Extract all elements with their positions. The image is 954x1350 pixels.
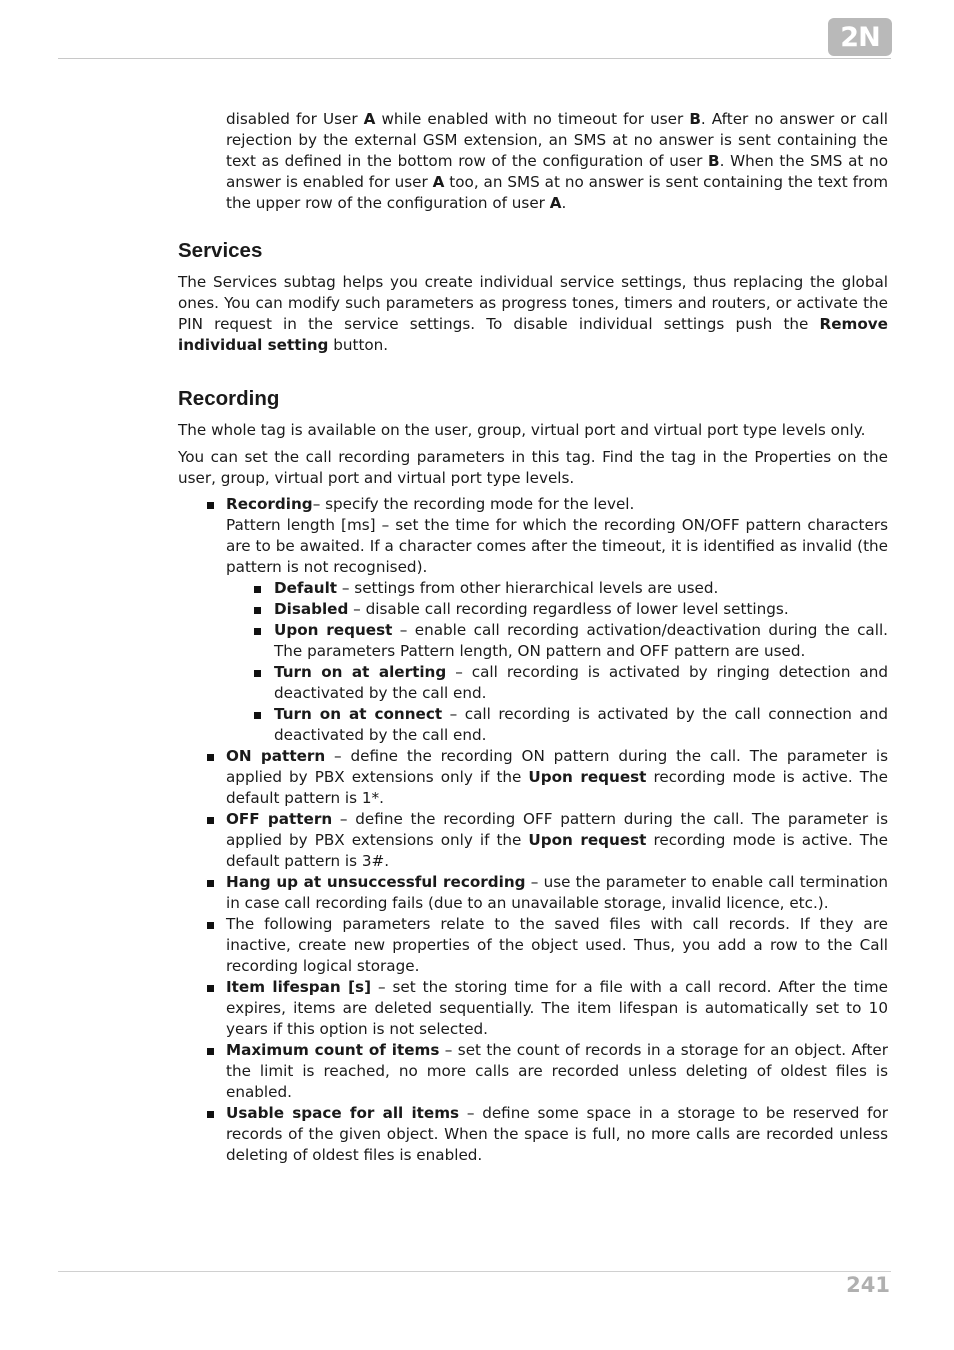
recording-list-item [178,872,888,914]
square-bullet-icon [207,502,214,509]
text-run: The Services subtag helps you create individual service settings, thus replacing the global ones. You can modify such parameters as progress tones, timers and routers, or activate the PIN request in the service settings. To disable individual settings push the [178,273,888,333]
recording-bullet-list [178,494,888,1166]
square-bullet-icon [207,1048,214,1055]
text-run: recording mode is active. The default pattern is 1*. [226,768,889,807]
text-run: . After no answer or call rejection by the external GSM extension, an SMS at no answer is sent containing the text as defined in the bottom row of the configuration of user [226,110,888,170]
list-item-text [226,872,888,914]
text-run: too, an SMS at no answer is sent containing the text from the upper row of the configuration of user [226,173,888,212]
recording-list-item [178,494,888,746]
square-bullet-icon [207,880,214,887]
list-item-text [226,977,888,1040]
section-heading-services: Services [178,239,263,262]
text-run: – define some space in a storage to be reserved for records of the given object. When the space is full, no more calls are recorded unless deleting of oldest files is enabled. [226,1104,888,1164]
list-item-text [274,620,888,662]
square-bullet-icon [207,985,214,992]
recording-mode-sublist [226,578,888,746]
bold-term: Turn on at alerting [274,663,447,681]
bold-term: A [549,194,562,212]
text-run: – define the recording ON pattern during the call. The parameter is applied by PBX extensions only if the [226,747,888,786]
bold-term: Maximum count of items [226,1041,440,1059]
square-bullet-icon [207,922,214,929]
square-bullet-icon [207,754,214,761]
bold-term: A [432,173,445,191]
text-run: – enable call recording activation/deactivation during the call. The parameters Pattern length, ON pattern and OFF pattern are used. [274,621,888,660]
page-number: 241 [846,1273,890,1297]
text-run: – set the storing time for a file with a call record. After the time expires, items are deleted sequentially. The item lifespan is automatically set to 10 years if this option is not selected. [226,978,888,1038]
recording-list-item [178,977,888,1040]
text-run: The following parameters relate to the saved files with call records. If they are inactive, create new properties of the object used. Thus, you add a row to the Call recording logical storage. [226,915,888,975]
brand-logo-text: 2N [840,21,880,53]
square-bullet-icon [207,1111,214,1118]
recording-mode-item [226,662,888,704]
recording-mode-item [226,578,888,599]
list-item-text [226,1040,888,1103]
square-bullet-icon [254,628,261,635]
square-bullet-icon [254,607,261,614]
text-run: – call recording is activated by ringing detection and deactivated by the call end. [274,663,888,702]
list-item-text [226,809,888,872]
list-item-text [274,578,888,599]
bold-term: OFF pattern [226,810,333,828]
section-heading-recording: Recording [178,387,280,410]
text-run: – call recording is activated by the call connection and deactivated by the call end. [274,705,889,744]
recording-list-item [178,1103,888,1166]
text-run: button. [328,336,389,354]
text-run: – set the count of records in a storage for an object. After the limit is reached, no more calls are recorded unless deleting of oldest files is enabled. [226,1041,888,1101]
bold-term: Default [274,579,338,597]
recording-mode-item [226,704,888,746]
text-run: . [561,194,567,212]
list-item-text [226,1103,888,1166]
brand-logo [828,18,892,56]
footer-rule [58,1271,891,1272]
bold-term: Item lifespan [s] [226,978,372,996]
text-run: – settings from other hierarchical levels are used. [337,579,719,597]
bold-term: Hang up at unsuccessful recording [226,873,526,891]
text-run: – disable call recording regardless of lower level settings. [348,600,789,618]
recording-mode-item [226,599,888,620]
list-item-text [226,494,888,515]
square-bullet-icon [207,817,214,824]
square-bullet-icon [254,712,261,719]
text-run: . When the SMS at no answer is enabled for user [226,152,888,191]
bold-term: Upon request [528,831,647,849]
recording-paragraph-2: You can set the call recording parameters in this tag. Find the tag in the Properties on the user, group, virtual port and virtual port type levels. [178,448,888,487]
square-bullet-icon [254,586,261,593]
recording-paragraph-1: The whole tag is available on the user, group, virtual port and virtual port type levels only. [178,421,866,439]
list-item-extra-text: Pattern length [ms] – set the time for which the recording ON/OFF pattern characters are to be awaited. If a character comes after the timeout, it is identified as invalid (the pattern is not recognised). [226,516,888,576]
square-bullet-icon [254,670,261,677]
text-run: recording mode is active. The default pattern is 3#. [226,831,889,870]
bold-term: Turn on at connect [274,705,443,723]
bold-term: Upon request [274,621,393,639]
bold-term: Usable space for all items [226,1104,460,1122]
bold-term: Upon request [528,768,647,786]
bold-term: A [363,110,376,128]
text-run: – use the parameter to enable call termination in case call recording fails (due to an unavailable storage, invalid licence, etc.). [226,873,889,912]
page-content [178,109,888,1166]
bold-term: Recording [226,495,313,513]
header-rule [58,58,891,59]
bold-term: Remove individual setting [178,315,888,354]
recording-mode-item [226,620,888,662]
bold-term: Disabled [274,600,349,618]
text-run: while enabled with no timeout for user [375,110,690,128]
recording-list-item [178,746,888,809]
bold-term: ON pattern [226,747,326,765]
list-item-text [274,704,888,746]
recording-list-item [178,809,888,872]
list-item-text [274,662,888,704]
list-item-text [226,914,888,977]
text-run: – define the recording OFF pattern during the call. The parameter is applied by PBX extensions only if the [226,810,888,849]
text-run: disabled for User [226,110,364,128]
bold-term: B [708,152,720,170]
text-run: – specify the recording mode for the level. [312,495,635,513]
list-item-text [226,746,888,809]
list-item-text [274,599,888,620]
bold-term: B [689,110,701,128]
intro-paragraph [226,109,888,214]
recording-list-item [178,914,888,977]
recording-list-item [178,1040,888,1103]
services-paragraph [178,272,888,356]
